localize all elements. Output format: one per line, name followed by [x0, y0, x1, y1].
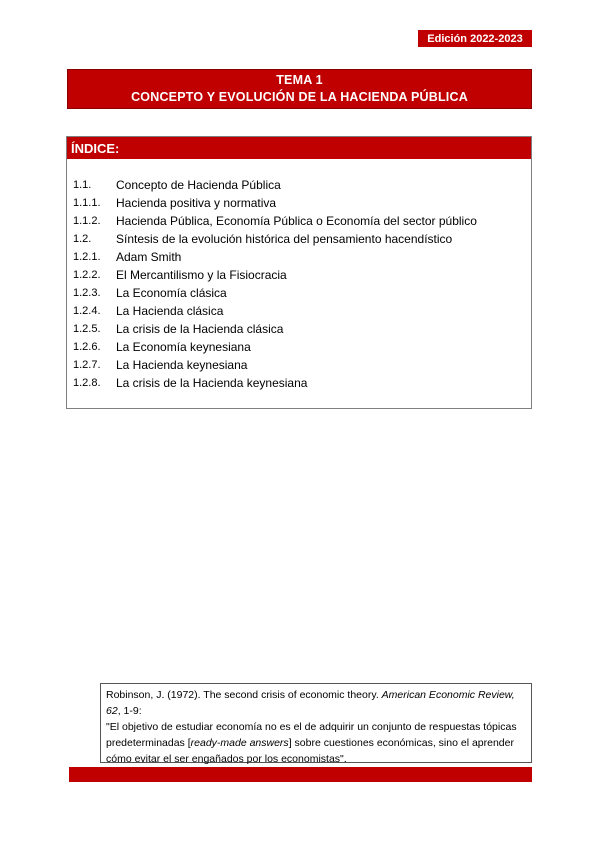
index-item-label: Concepto de Hacienda Pública	[116, 178, 281, 192]
index-item-number: 1.2.	[73, 233, 92, 245]
index-item	[73, 230, 477, 248]
index-item-number: 1.2.7.	[73, 359, 101, 371]
index-item	[73, 194, 477, 212]
index-item-number: 1.1.	[73, 179, 92, 191]
index-item-number: 1.2.8.	[73, 377, 101, 389]
index-item	[73, 338, 477, 356]
index-item-number: 1.2.2.	[73, 269, 101, 281]
citation-journal: American Economic Review, 62	[106, 689, 515, 717]
topic-title: CONCEPTO Y EVOLUCIÓN DE LA HACIENDA PÚBLICA	[131, 90, 468, 104]
index-header: ÍNDICE:	[67, 137, 531, 159]
index-item-label: La Economía clásica	[116, 286, 227, 300]
quote-text-italic: ready-made answers	[190, 737, 289, 749]
index-item	[73, 356, 477, 374]
index-item-number: 1.2.4.	[73, 305, 101, 317]
index-item-label: La crisis de la Hacienda clásica	[116, 322, 284, 336]
index-box	[66, 136, 532, 409]
index-item	[73, 248, 477, 266]
index-list	[73, 176, 477, 392]
topic-number: TEMA 1	[276, 73, 323, 87]
index-item	[73, 374, 477, 392]
index-item-number: 1.1.1.	[73, 197, 101, 209]
quote-text-before: "El objetivo de estudiar economía no es el de adquirir un conjunto de respuestas tópicas predeterminadas [	[106, 721, 517, 749]
quote-text-after: ] sobre cuestiones económicas, sino el aprender cómo evitar el ser engañados por los economistas".	[106, 737, 514, 765]
bottom-bar	[69, 767, 532, 782]
title-banner	[67, 69, 532, 109]
index-item-number: 1.2.1.	[73, 251, 101, 263]
index-item-number: 1.2.3.	[73, 287, 101, 299]
index-item-label: La Hacienda clásica	[116, 304, 224, 318]
index-item	[73, 320, 477, 338]
quote-box	[100, 683, 532, 763]
index-item-label: La crisis de la Hacienda keynesiana	[116, 376, 308, 390]
citation-pages: , 1-9:	[117, 705, 142, 717]
quote-citation	[106, 687, 526, 719]
index-item-label: El Mercantilismo y la Fisiocracia	[116, 268, 287, 282]
index-item	[73, 212, 477, 230]
index-item-number: 1.2.5.	[73, 323, 101, 335]
index-item-label: Síntesis de la evolución histórica del pensamiento hacendístico	[116, 232, 453, 246]
index-item	[73, 266, 477, 284]
index-item-label: Hacienda Pública, Economía Pública o Economía del sector público	[116, 214, 477, 228]
index-item-label: La Hacienda keynesiana	[116, 358, 248, 372]
index-item	[73, 302, 477, 320]
index-item-number: 1.2.6.	[73, 341, 101, 353]
index-item-label: La Economía keynesiana	[116, 340, 251, 354]
index-item-label: Hacienda positiva y normativa	[116, 196, 277, 210]
edition-badge: Edición 2022-2023	[418, 30, 532, 47]
index-item	[73, 176, 477, 194]
quote-text	[106, 719, 526, 767]
index-item	[73, 284, 477, 302]
index-item-number: 1.1.2.	[73, 215, 101, 227]
citation-author: Robinson, J. (1972). The second crisis of economic theory.	[106, 689, 382, 701]
index-item-label: Adam Smith	[116, 250, 182, 264]
